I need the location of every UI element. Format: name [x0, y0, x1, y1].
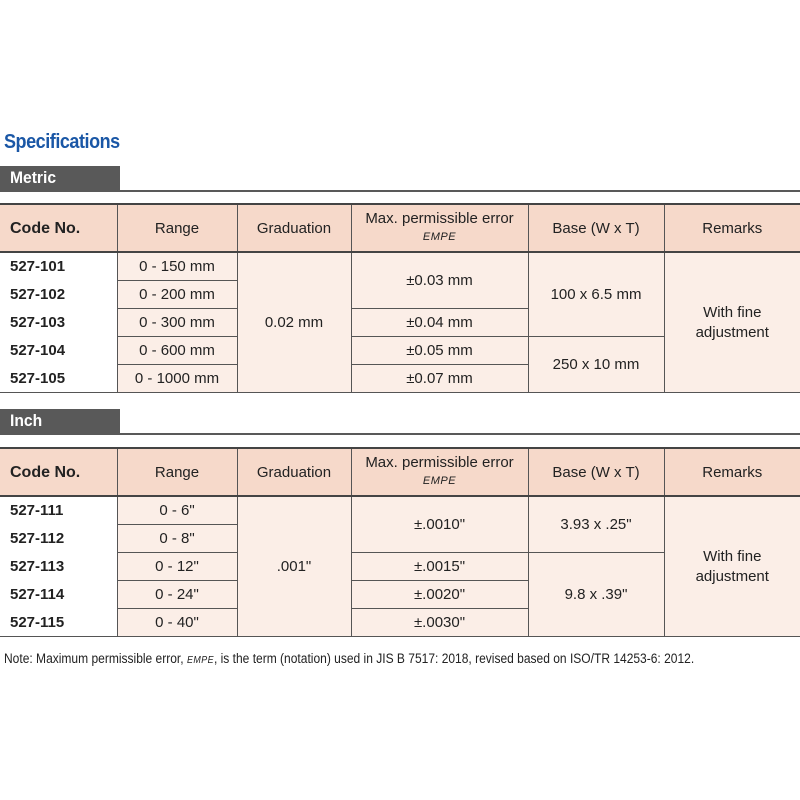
- range-cell: 0 - 12": [117, 553, 237, 581]
- range-cell: 0 - 8": [117, 525, 237, 553]
- footnote-prefix: Note: Maximum permissible error,: [4, 651, 187, 666]
- remarks-cell: [664, 252, 800, 393]
- code-cell: 527-113: [0, 553, 117, 581]
- range-cell: 0 - 6": [117, 496, 237, 525]
- metric-header-row: [0, 204, 800, 252]
- range-cell: 0 - 600 mm: [117, 337, 237, 365]
- remarks-line: adjustment: [695, 323, 769, 341]
- graduation-cell: 0.02 mm: [237, 252, 351, 393]
- error-cell: ±0.05 mm: [351, 337, 528, 365]
- code-cell: 527-112: [0, 525, 117, 553]
- code-cell: 527-105: [0, 365, 117, 393]
- base-cell: 3.93 x .25": [528, 496, 664, 553]
- header-range: Range: [117, 448, 237, 496]
- header-code: Code No.: [0, 204, 117, 252]
- header-error-label: Max. permissible error: [365, 210, 514, 227]
- footnote-term: EMPE: [186, 655, 214, 666]
- range-cell: 0 - 24": [117, 581, 237, 609]
- code-cell: 527-104: [0, 337, 117, 365]
- error-cell: ±0.07 mm: [351, 365, 528, 393]
- code-cell: 527-102: [0, 281, 117, 309]
- remarks-line: With fine: [703, 547, 762, 565]
- error-cell: ±0.04 mm: [351, 309, 528, 337]
- header-base: Base (W x T): [528, 204, 664, 252]
- error-cell: ±.0030": [351, 609, 528, 637]
- error-cell: ±0.03 mm: [351, 252, 528, 309]
- header-remarks: Remarks: [664, 204, 800, 252]
- header-code: Code No.: [0, 448, 117, 496]
- metric-section-header: [0, 166, 800, 192]
- range-cell: 0 - 1000 mm: [117, 365, 237, 393]
- code-cell: 527-114: [0, 581, 117, 609]
- metric-section-label: Metric: [10, 168, 57, 187]
- table-row: [0, 496, 800, 525]
- header-base: Base (W x T): [528, 448, 664, 496]
- code-cell: 527-103: [0, 309, 117, 337]
- header-error: [351, 204, 528, 252]
- header-error-label: Max. permissible error: [365, 454, 514, 471]
- range-cell: 0 - 200 mm: [117, 281, 237, 309]
- header-error-notation: EMPE: [422, 475, 457, 487]
- inch-spec-table: [0, 447, 800, 637]
- graduation-cell: .001": [237, 496, 351, 637]
- header-range: Range: [117, 204, 237, 252]
- header-remarks: Remarks: [664, 448, 800, 496]
- metric-spec-table: [0, 203, 800, 393]
- header-error-notation: EMPE: [422, 231, 457, 243]
- error-cell: ±.0015": [351, 553, 528, 581]
- range-cell: 0 - 300 mm: [117, 309, 237, 337]
- inch-section-header: [0, 409, 800, 435]
- error-cell: ±.0010": [351, 496, 528, 553]
- header-graduation: Graduation: [237, 448, 351, 496]
- remarks-line: With fine: [703, 303, 762, 321]
- header-graduation: Graduation: [237, 204, 351, 252]
- code-cell: 527-101: [0, 252, 117, 281]
- remarks-line: adjustment: [695, 567, 769, 585]
- footnote-suffix: , is the term (notation) used in JIS B 7517: 2018, revised based on ISO/TR 14253-6: 2012.: [213, 651, 695, 666]
- code-cell: 527-115: [0, 609, 117, 637]
- page-title: Specifications: [4, 131, 120, 153]
- base-cell: 250 x 10 mm: [528, 337, 664, 393]
- error-cell: ±.0020": [351, 581, 528, 609]
- table-row: [0, 252, 800, 281]
- base-cell: 100 x 6.5 mm: [528, 252, 664, 337]
- range-cell: 0 - 40": [117, 609, 237, 637]
- remarks-cell: [664, 496, 800, 637]
- inch-section-label: Inch: [10, 411, 43, 430]
- inch-header-row: [0, 448, 800, 496]
- header-error: [351, 448, 528, 496]
- range-cell: 0 - 150 mm: [117, 252, 237, 281]
- footnote: [4, 651, 694, 666]
- code-cell: 527-111: [0, 496, 117, 525]
- base-cell: 9.8 x .39": [528, 553, 664, 637]
